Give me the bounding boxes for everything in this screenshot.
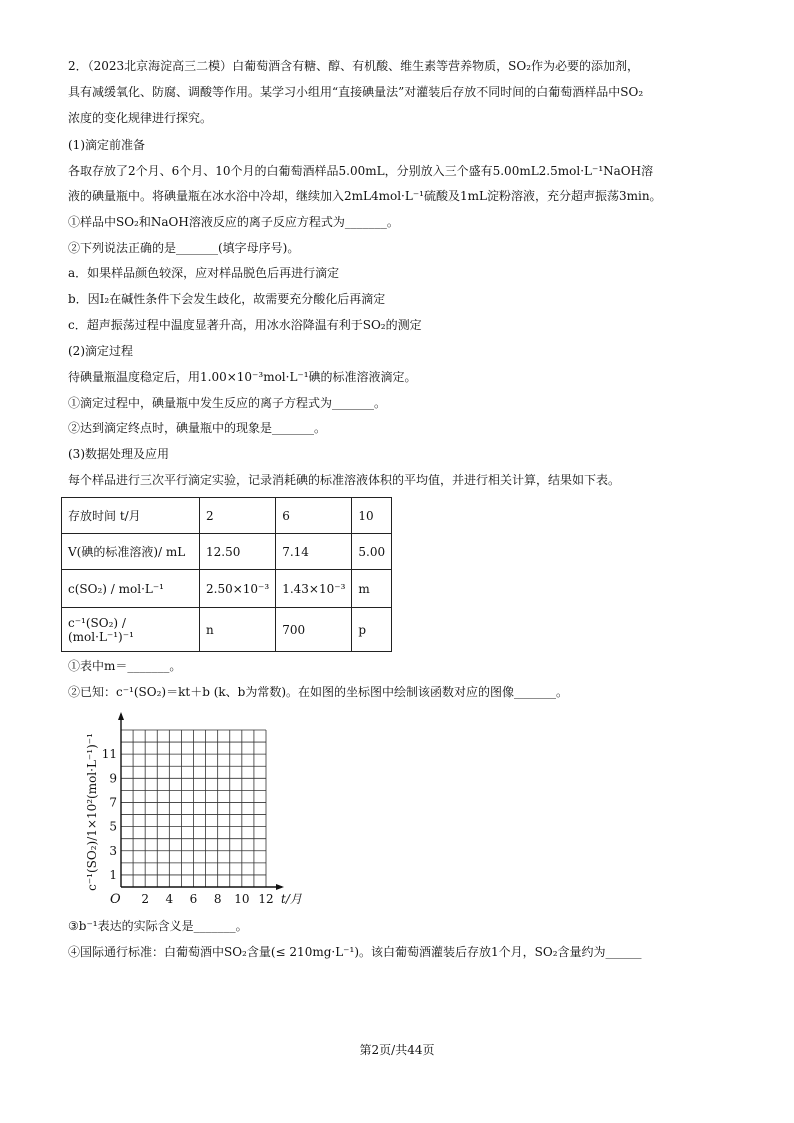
axes	[118, 712, 284, 890]
section-3-question-3: ③b⁻¹表达的实际含义是_______。	[68, 919, 248, 933]
section-1-question-2: ②下列说法正确的是_______(填字母序号)。	[68, 241, 300, 255]
section-1-question-1: ①样品中SO₂和NaOH溶液反应的离子反应方程式为_______。	[68, 215, 399, 229]
table-cell: 2.50×10⁻³	[200, 570, 276, 608]
x-axis-label: t/月	[281, 892, 302, 906]
section-3-question-2: ②已知：c⁻¹(SO₂)＝kt＋b (k、b为常数)。在如图的坐标图中绘制该函数对应的图像_______。	[68, 685, 569, 699]
question-intro-line-3: 浓度的变化规律进行探究。	[68, 111, 213, 125]
x-tick-label: 10	[234, 892, 250, 906]
x-tick-label: 6	[189, 892, 198, 906]
table-row	[62, 534, 392, 570]
section-2-question-2: ②达到滴定终点时，碘量瓶中的现象是_______。	[68, 421, 327, 435]
table-cell: 700	[276, 608, 352, 652]
y-tick-label: 9	[109, 771, 117, 786]
y-tick-label: 11	[101, 747, 117, 762]
section-1-text-1: 各取存放了2个月、6个月、10个月的白葡萄酒样品5.00mL，分别放入三个盛有5.00mL2.5mol·L⁻¹NaOH溶	[68, 164, 654, 178]
x-tick-label: 8	[213, 892, 222, 906]
section-1-title: (1)滴定前准备	[68, 138, 145, 152]
y-tick-label: 1	[109, 867, 117, 882]
x-axis-arrow	[276, 884, 284, 890]
grid-lines	[121, 730, 266, 887]
origin-label: O	[110, 892, 121, 907]
y-axis-arrow	[118, 712, 124, 720]
table-cell: 存放时间 t/月	[62, 498, 200, 534]
table-cell: c⁻¹(SO₂) / (mol·L⁻¹)⁻¹	[62, 608, 200, 652]
table-cell: n	[200, 608, 276, 652]
x-tick-label: 12	[258, 892, 274, 906]
table-cell: p	[352, 608, 392, 652]
section-2-question-1: ①滴定过程中，碘量瓶中发生反应的离子方程式为_______。	[68, 396, 387, 410]
results-table	[61, 497, 392, 652]
table-cell: 2	[200, 498, 276, 534]
question-intro-line-2: 具有减缓氧化、防腐、调酸等作用。某学习小组用“直接碘量法”对灌装后存放不同时间的白葡萄酒样品中SO₂	[68, 85, 644, 99]
table-cell: 5.00	[352, 534, 392, 570]
x-tick-label: 2	[141, 892, 149, 906]
table-row	[62, 498, 392, 534]
table-row	[62, 608, 392, 652]
option-a: a．如果样品颜色较深，应对样品脱色后再进行滴定	[68, 266, 340, 280]
table-cell: m	[352, 570, 392, 608]
table-cell: 7.14	[276, 534, 352, 570]
option-c: c．超声振荡过程中温度显著升高，用冰水浴降温有利于SO₂的测定	[68, 318, 422, 332]
option-b: b．因I₂在碱性条件下会发生歧化，故需要充分酸化后再滴定	[68, 292, 386, 306]
table-cell: c(SO₂) / mol·L⁻¹	[62, 570, 200, 608]
table-cell: 10	[352, 498, 392, 534]
y-tick-label: 5	[109, 819, 117, 834]
y-axis-label: c⁻¹(SO₂)/1×10²(mol·L⁻¹)⁻¹	[85, 733, 99, 891]
table-cell: 12.50	[200, 534, 276, 570]
section-2-text: 待碘量瓶温度稳定后，用1.00×10⁻³mol·L⁻¹碘的标准溶液滴定。	[68, 370, 417, 384]
x-tick-label: 4	[165, 892, 174, 906]
table-cell: 1.43×10⁻³	[276, 570, 352, 608]
section-1-text-2: 液的碘量瓶中。将碘量瓶在冰水浴中冷却，继续加入2mL4mol·L⁻¹硫酸及1mL淀粉溶液，充分超声振荡3min。	[68, 189, 662, 203]
y-tick-label: 3	[109, 843, 117, 858]
section-3-question-1: ①表中m＝_______。	[68, 659, 182, 673]
y-tick-label: 7	[109, 795, 117, 810]
question-intro-line-1: 2．（2023北京海淀高三二模）白葡萄酒含有糖、醇、有机酸、维生素等营养物质，SO₂作为必要的添加剂，	[68, 59, 640, 73]
section-3-title: (3)数据处理及应用	[68, 447, 169, 461]
table-cell: V(碘的标准溶液)/ mL	[62, 534, 200, 570]
section-2-title: (2)滴定过程	[68, 344, 133, 358]
table-row	[62, 570, 392, 608]
tick-labels	[102, 747, 274, 906]
section-3-text: 每个样品进行三次平行滴定实验，记录消耗碘的标准溶液体积的平均值，并进行相关计算，结果如下表。	[68, 473, 621, 487]
section-3-question-4: ④国际通行标准：白葡萄酒中SO₂含量(≤ 210mg·L⁻¹)。该白葡萄酒灌装后存放1个月，SO₂含量约为______	[68, 945, 642, 959]
table-cell: 6	[276, 498, 352, 534]
page-footer: 第2页/共44页	[359, 1043, 435, 1057]
